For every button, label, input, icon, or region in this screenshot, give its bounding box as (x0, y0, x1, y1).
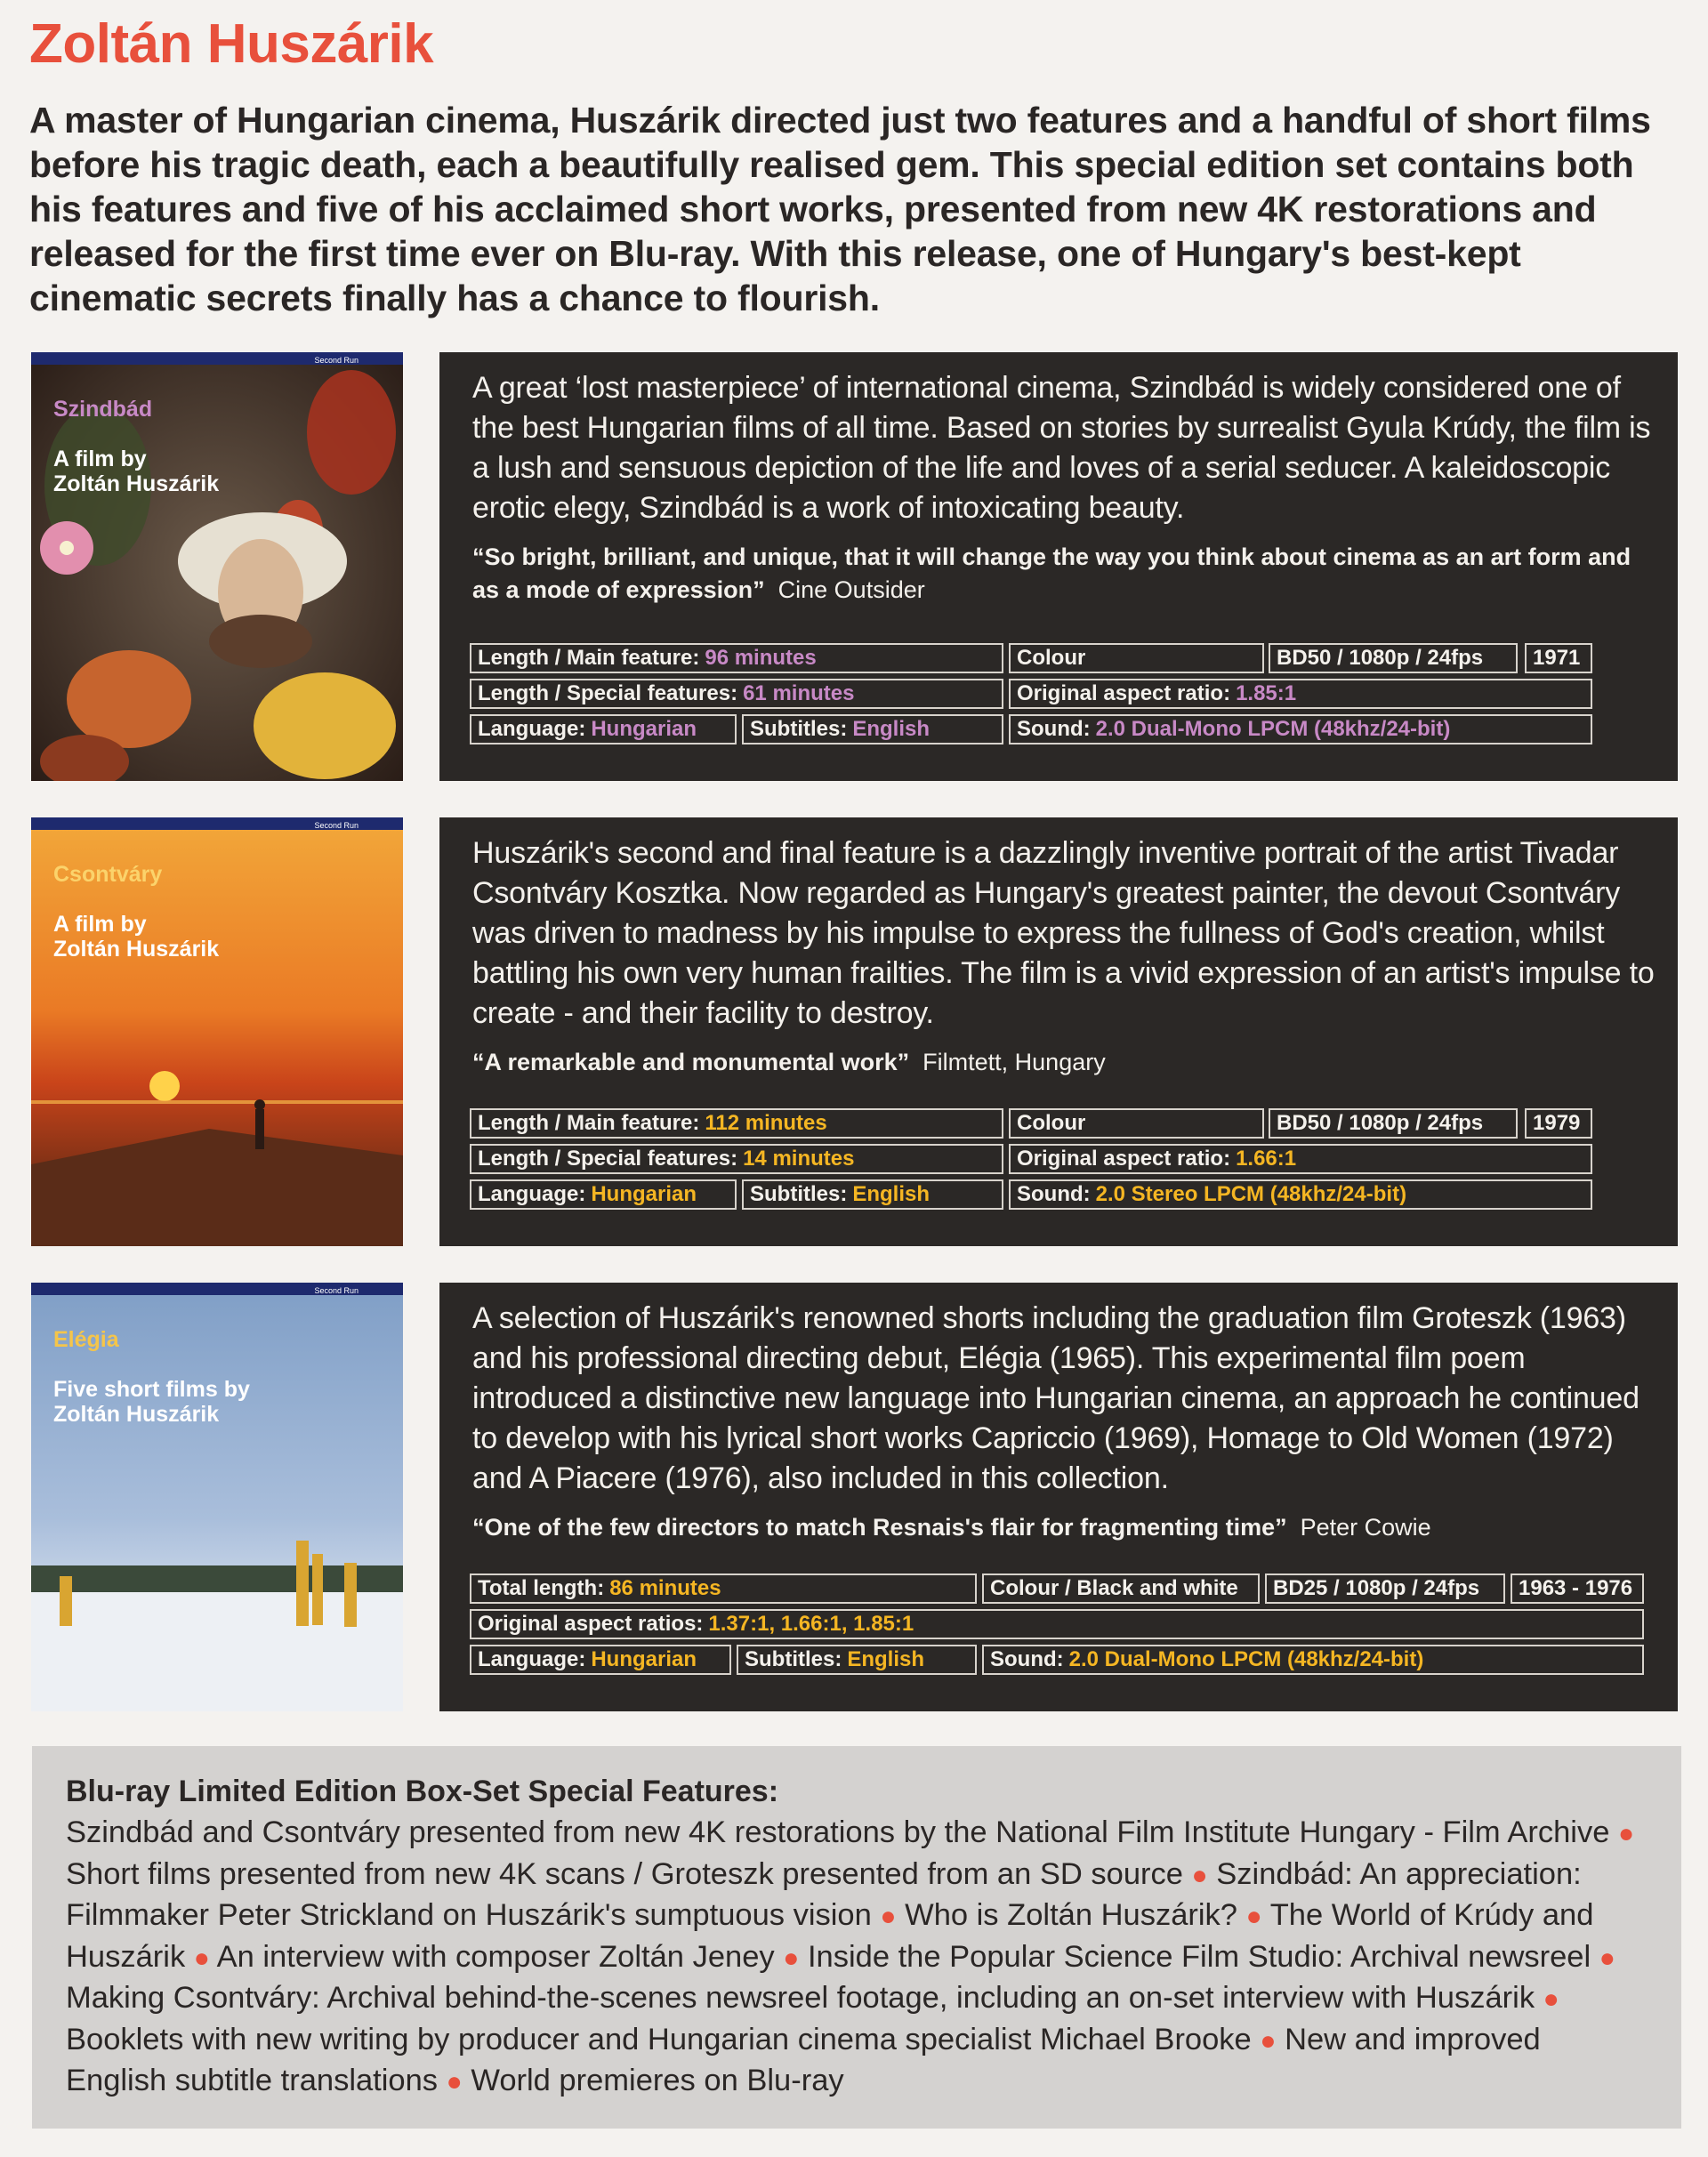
spec-language: Language: Hungarian (470, 714, 737, 744)
spec-sound: Sound: 2.0 Dual-Mono LPCM (48khz/24-bit) (982, 1645, 1644, 1675)
film-elegia (0, 1283, 1708, 1718)
bullet-icon: ● (1599, 1943, 1615, 1973)
quote-source: Cine Outsider (777, 576, 925, 603)
bullet-icon: ● (1260, 2025, 1277, 2056)
spec-length-main: Length / Main feature: 112 minutes (470, 1108, 1003, 1139)
spec-length-main: Length / Main feature: 96 minutes (470, 643, 1003, 673)
quote-text: “So bright, brilliant, and unique, that it will change the way you think about cinema as an art form and as a mode of expression” (472, 543, 1631, 603)
spec-format: BD50 / 1080p / 24fps (1269, 1108, 1518, 1139)
spec-subtitles: Subtitles: English (737, 1645, 977, 1675)
spec-subtitles: Subtitles: English (742, 714, 1003, 744)
spec-subtitles: Subtitles: English (742, 1179, 1003, 1210)
spec-year: 1963 - 1976 (1511, 1573, 1644, 1604)
poster-credit: A film by Zoltán Huszárik (53, 447, 220, 496)
bullet-icon: ● (193, 1943, 210, 1973)
special-features-list (66, 1813, 1649, 2103)
film-description: A great ‘lost masterpiece’ of international cinema, Szindbád is widely considered one of the best Hungarian films of all time. Based on stories by surrealist Gyula Krúdy, the film is a lush and sensuous depiction of the life and loves of a serial seducer. A kaleidoscopic erotic elegy, Szindbád is a work of intoxicating beauty. (472, 371, 1651, 525)
poster-credit: A film by Zoltán Huszárik (53, 912, 220, 962)
feature-item: The World of Krúdy and Huszárik (66, 1898, 1594, 1974)
spec-language: Language: Hungarian (470, 1645, 731, 1675)
feature-item: Inside the Popular Science Film Studio: Archival newsreel (807, 1939, 1591, 1974)
film-info-panel (439, 352, 1678, 781)
spec-aspect-ratio: Original aspect ratio: 1.66:1 (1009, 1144, 1592, 1174)
quote-text: “One of the few directors to match Resnais's flair for fragmenting time” (472, 1514, 1287, 1541)
poster-publisher: Second Run (314, 356, 359, 365)
poster-elegia (31, 1283, 403, 1711)
poster-credit: Five short films by Zoltán Huszárik (53, 1377, 250, 1427)
spec-year: 1971 (1525, 643, 1592, 673)
bullet-icon: ● (880, 1902, 897, 1931)
special-features-box (32, 1746, 1681, 2129)
quote-source: Peter Cowie (1300, 1514, 1431, 1541)
intro-paragraph: A master of Hungarian cinema, Huszárik directed just two features and a handful of short films before his tragic death, each a beautifully realised gem. This special edition set contains both his features and five of his acclaimed short works, presented from new 4K restorations and released for the first time ever on Blu-ray. With this release, one of Hungary's best-kept cinematic secrets finally has a chance to flourish. (29, 100, 1651, 318)
spec-format: BD50 / 1080p / 24fps (1269, 643, 1518, 673)
page-title: Zoltán Huszárik (29, 13, 434, 75)
poster-szindbad (31, 352, 403, 781)
film-info-panel (439, 817, 1678, 1246)
spec-aspect-ratio: Original aspect ratios: 1.37:1, 1.66:1, 1.85:1 (470, 1609, 1644, 1639)
spec-colour: Colour (1009, 1108, 1264, 1139)
spec-length-special: Length / Special features: 61 minutes (470, 679, 1003, 709)
quote-text: “A remarkable and monumental work” (472, 1049, 910, 1075)
bullet-icon: ● (1543, 1984, 1559, 2014)
film-description: Huszárik's second and final feature is a dazzlingly inventive portrait of the artist Tivadar Csontváry Kosztka. Now regarded as Hungary's greatest painter, the devout Csontváry was driven to madness by his impulse to express the fullness of God's creation, whilst battling his own very human frailties. The film is a vivid expression of an artist's impulse to create - and their facility to destroy. (472, 836, 1655, 1030)
spec-format: BD25 / 1080p / 24fps (1265, 1573, 1505, 1604)
poster-title-block (53, 837, 219, 986)
bullet-icon: ● (446, 2067, 463, 2097)
spec-sound: Sound: 2.0 Dual-Mono LPCM (48khz/24-bit) (1009, 714, 1592, 744)
feature-item: An interview with composer Zoltán Jeney (216, 1939, 775, 1974)
spec-total-length: Total length: 86 minutes (470, 1573, 977, 1604)
spec-sound: Sound: 2.0 Stereo LPCM (48khz/24-bit) (1009, 1179, 1592, 1210)
spec-length-special: Length / Special features: 14 minutes (470, 1144, 1003, 1174)
poster-title-block (53, 1302, 250, 1452)
film-info-panel (439, 1283, 1678, 1711)
spec-colour: Colour / Black and white (982, 1573, 1260, 1604)
film-csontvary (0, 817, 1708, 1253)
feature-item: Making Csontváry: Archival behind-the-scenes newsreel footage, including an on-set interview with Huszárik (66, 1981, 1535, 2015)
bullet-icon: ● (1245, 1902, 1262, 1931)
feature-item: New and improved English subtitle translations (66, 2022, 1541, 2097)
feature-item: Szindbád: An appreciation: Filmmaker Peter Strickland on Huszárik's sumptuous vision (66, 1856, 1582, 1932)
quote-source: Filmtett, Hungary (922, 1049, 1106, 1075)
special-features-heading: Blu-ray Limited Edition Box-Set Special Features: (66, 1775, 779, 1808)
film-description: A selection of Huszárik's renowned shorts including the graduation film Groteszk (1963) and his professional directing debut, Elégia (1965). This experimental film poem introduced a distinctive new language into Hungarian cinema, an approach he continued to develop with his lyrical short works Capriccio (1969), Homage to Old Women (1972) and A Piacere (1976), also included in this collection. (472, 1301, 1640, 1495)
feature-item: Szindbád and Csontváry presented from new 4K restorations by the National Film Institute Hungary - Film Archive (66, 1815, 1610, 1849)
film-quote (472, 1046, 1656, 1079)
feature-item: Booklets with new writing by producer and Hungarian cinema specialist Michael Brooke (66, 2022, 1252, 2056)
film-quote (472, 541, 1656, 607)
poster-publisher: Second Run (314, 821, 359, 830)
poster-title-block (53, 372, 219, 521)
poster-film-name: Szindbád (53, 397, 153, 422)
poster-csontvary (31, 817, 403, 1246)
film-szindbad (0, 352, 1708, 788)
feature-item: World premieres on Blu-ray (471, 2064, 844, 2097)
film-quote (472, 1511, 1656, 1544)
spec-year: 1979 (1525, 1108, 1592, 1139)
bullet-icon: ● (1191, 1860, 1208, 1890)
bullet-icon: ● (1617, 1819, 1635, 1848)
poster-film-name: Elégia (53, 1327, 119, 1352)
spec-aspect-ratio: Original aspect ratio: 1.85:1 (1009, 679, 1592, 709)
poster-publisher: Second Run (314, 1286, 359, 1295)
spec-language: Language: Hungarian (470, 1179, 737, 1210)
poster-film-name: Csontváry (53, 862, 163, 887)
spec-colour: Colour (1009, 643, 1264, 673)
bullet-icon: ● (783, 1943, 800, 1973)
feature-item: Short films presented from new 4K scans / Groteszk presented from an SD source (66, 1856, 1183, 1891)
feature-item: Who is Zoltán Huszárik? (905, 1898, 1237, 1932)
